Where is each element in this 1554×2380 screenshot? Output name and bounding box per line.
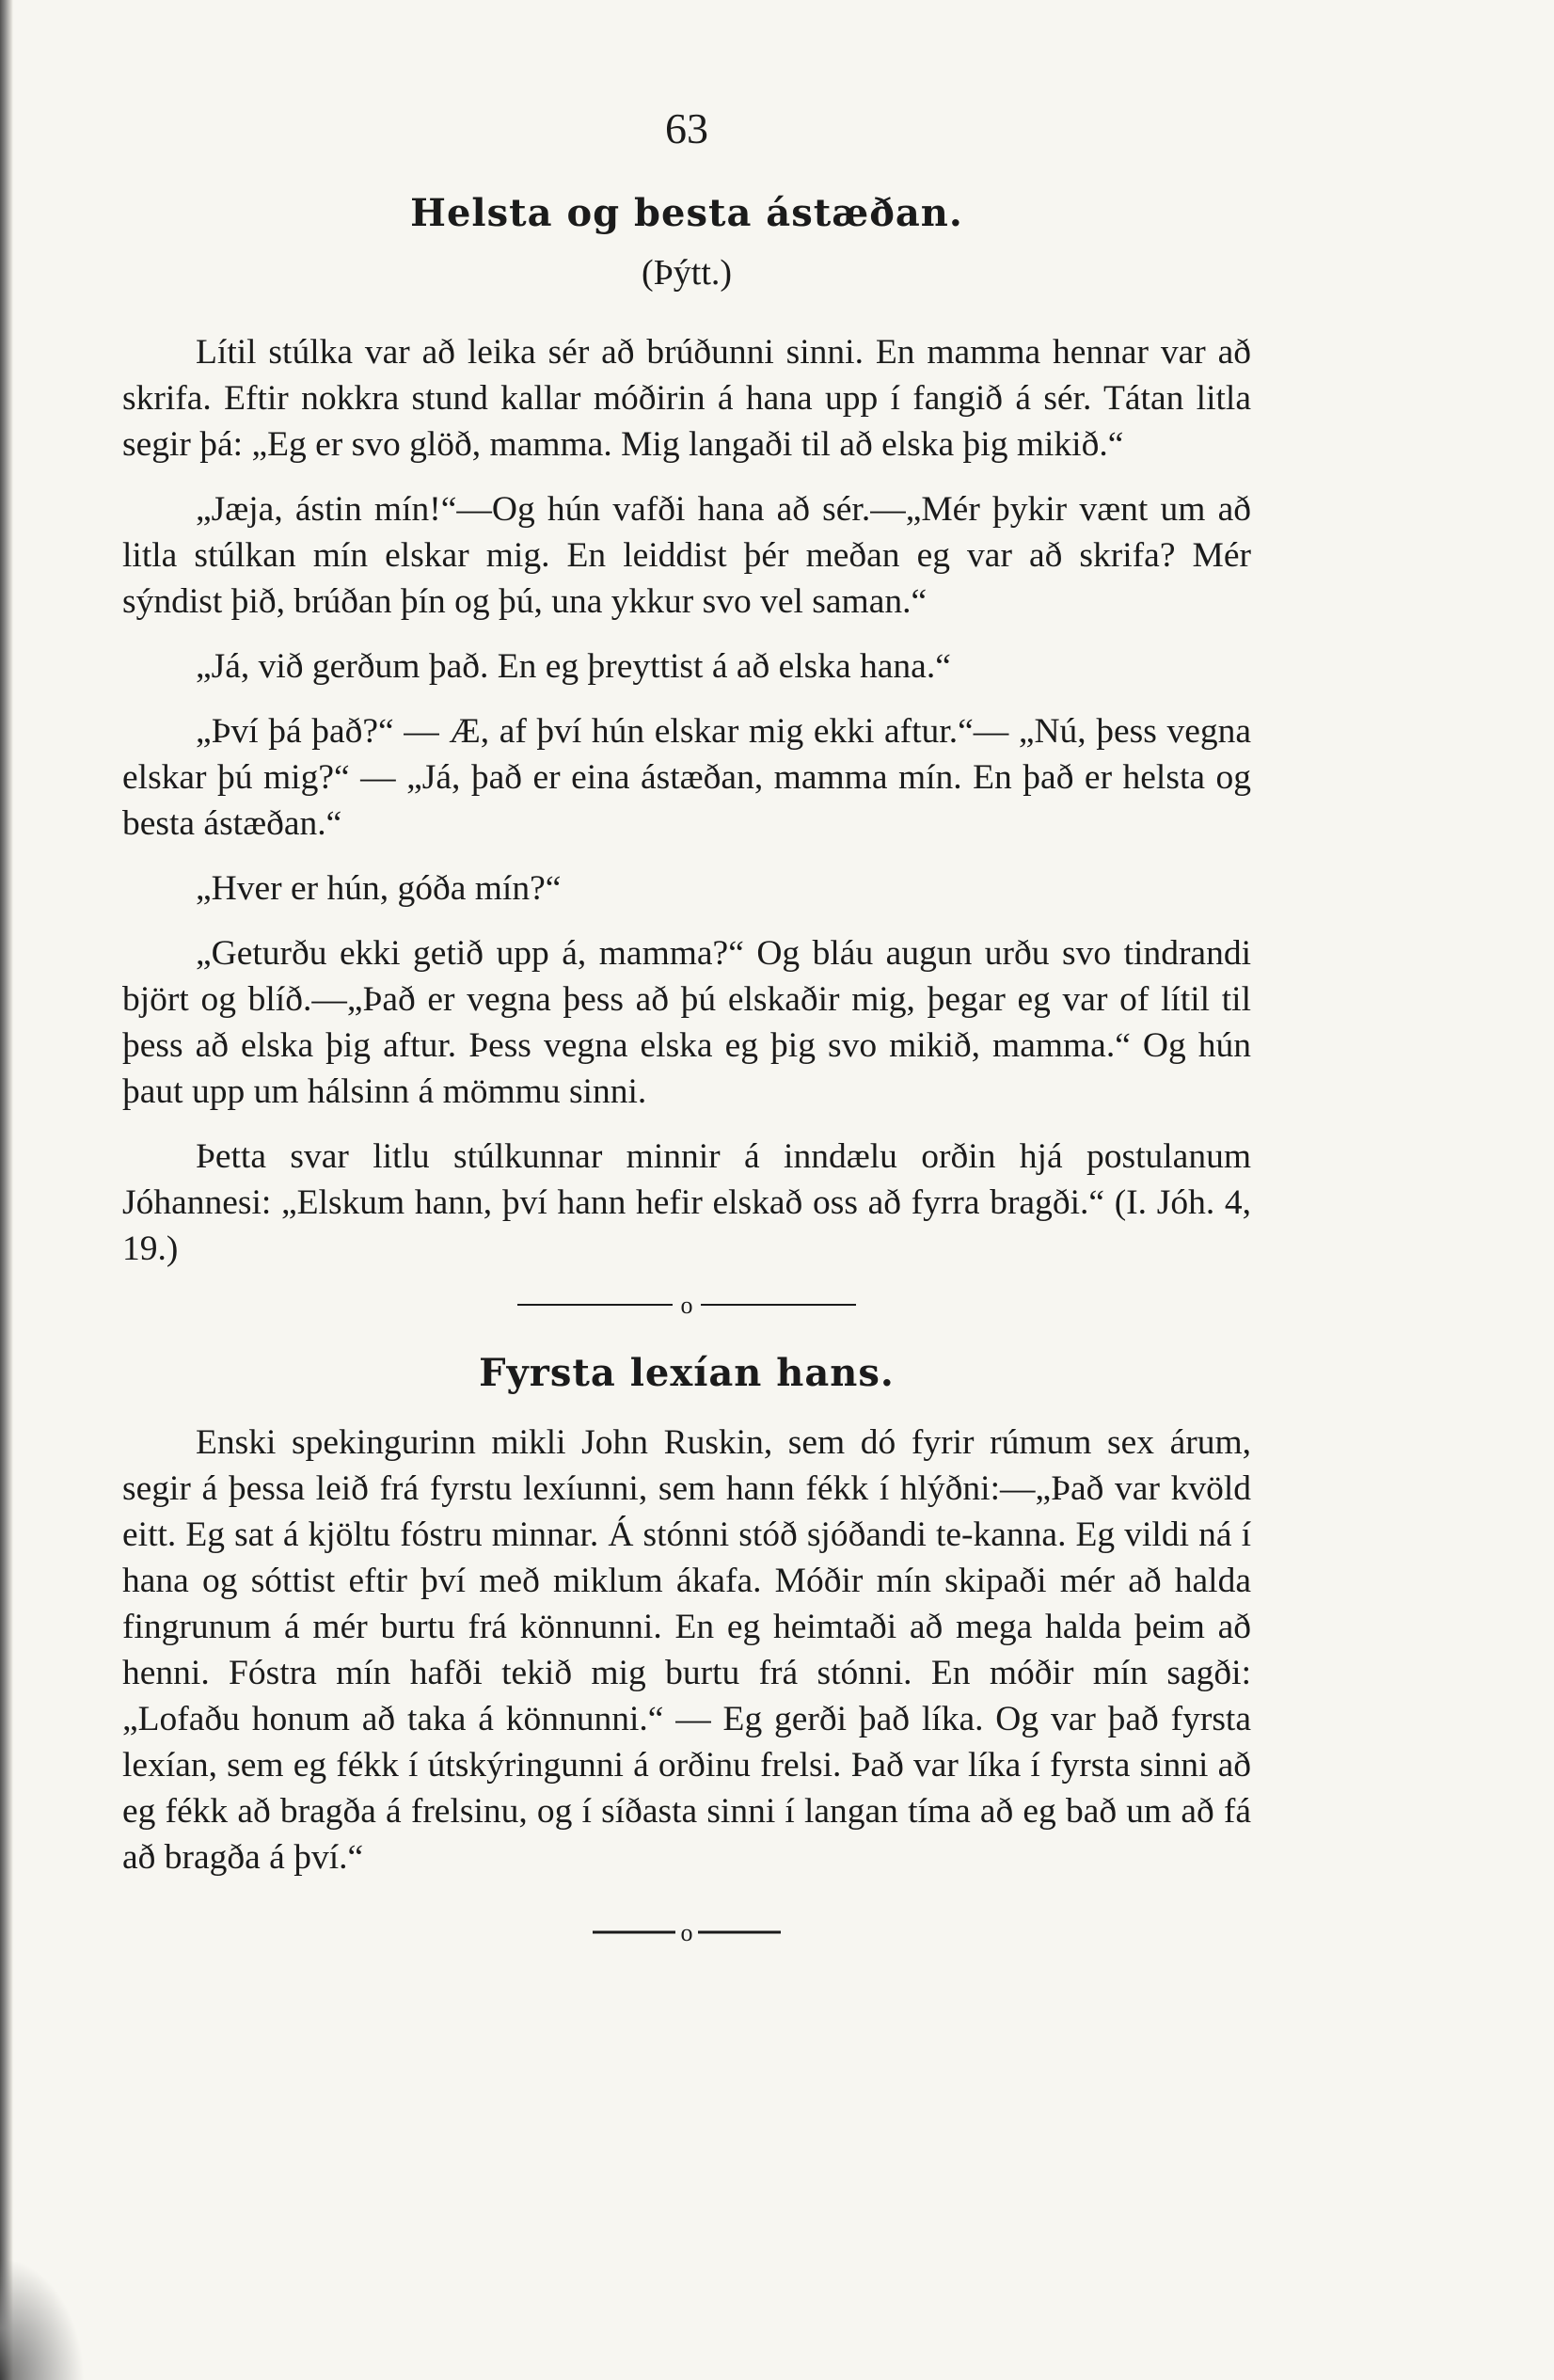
- paragraph: Þetta svar litlu stúlkunnar minnir á inndælu orðin hjá postulanum Jóhannesi: „Elskum hann, því hann hefir elskað oss að fyrra bragði.“ (I. Jóh. 4, 19.): [122, 1137, 1251, 1268]
- paragraph: Lítil stúlka var að leika sér að brúðunni sinni. En mamma hennar var að skrifa. Eftir nokkra stund kallar móðirin á hana upp í fangið á sér. Tátan litla segir þá: „Eg er svo glöð, mamma. Mig langaði til að elska þig mikið.“: [122, 333, 1251, 464]
- section-subtitle: (Þýtt.): [641, 253, 733, 293]
- section-title-helsta: Helsta og besta ástæðan.: [410, 191, 963, 235]
- scan-edge-bottom: [0, 2258, 85, 2380]
- paragraph: „Jæja, ástin mín!“—Og hún vafði hana að sér.—„Mér þykir vænt um að litla stúlkan mín elskar mig. En leiddist þér meðan eg var að skrifa? Mér sýndist þið, brúðan þín og þú, una ykkur svo vel saman.“: [122, 490, 1251, 621]
- paragraph: „Hver er hún, góða mín?“: [196, 869, 562, 908]
- page-number: 63: [665, 104, 708, 152]
- end-separator: [593, 1918, 781, 1946]
- book-page: [122, 103, 1251, 1946]
- separator-mark: o: [680, 1919, 693, 1946]
- paragraph: „Já, við gerðum það. En eg þreyttist á að elska hana.“: [196, 647, 951, 686]
- section-title-fyrsta: Fyrsta lexían hans.: [479, 1351, 895, 1395]
- section-separator: [517, 1291, 856, 1319]
- scan-edge-left: [0, 0, 13, 2380]
- separator-mark: o: [680, 1292, 693, 1319]
- paragraph: „Geturðu ekki getið upp á, mamma?“ Og bláu augun urðu svo tindrandi björt og blíð.—„Það er vegna þess að þú elskaðir mig, þegar eg var of lítil til þess að elska þig aftur. Þess vegna elska eg þig svo mikið, mamma.“ Og hún þaut upp um hálsinn á mömmu sinni.: [122, 934, 1251, 1111]
- paragraph: Enski spekingurinn mikli John Ruskin, sem dó fyrir rúmum sex árum, segir á þessa leið frá fyrstu lexíunni, sem hann fékk í hlýðni:—„Það var kvöld eitt. Eg sat á kjöltu fóstru minnar. Á stónni stóð sjóðandi te-kanna. Eg vildi ná í hana og sóttist eftir því með miklum ákafa. Móðir mín skipaði mér að halda fingrunum á mér burtu frá könnunni. En eg heimtaði að mega halda þeim að henni. Fóstra mín hafði tekið mig burtu frá stónni. En móðir mín sagði: „Lofaðu honum að taka á könnunni.“ — Eg gerði það líka. Og var það fyrsta lexían, sem eg fékk í útskýringunni á orðinu frelsi. Það var líka í fyrsta sinni að eg fékk að bragða á frelsinu, og í síðasta sinni í langan tíma að eg bað um að fá að bragða á því.“: [122, 1423, 1251, 1877]
- paragraph: „Því þá það?“ — Æ, af því hún elskar mig ekki aftur.“— „Nú, þess vegna elskar þú mig?“ — „Já, það er eina ástæðan, mamma mín. En það er helsta og besta ástæðan.“: [122, 712, 1251, 843]
